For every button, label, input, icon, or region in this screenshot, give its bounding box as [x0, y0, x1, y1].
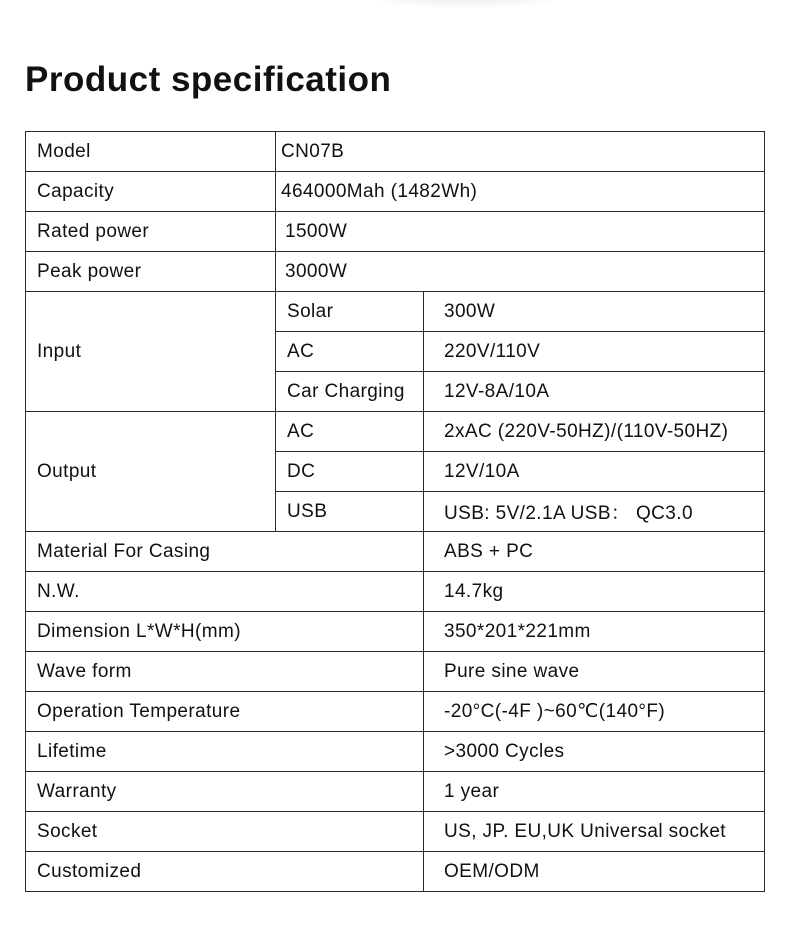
table-row-dimension: [26, 612, 765, 652]
table-row-wave-form: [26, 652, 765, 692]
table-row-operation-temperature: [26, 692, 765, 732]
input-ac-label: AC: [276, 332, 424, 372]
table-row-capacity: [26, 172, 765, 212]
socket-value: US, JP. EU,UK Universal socket: [424, 812, 765, 852]
table-row-customized: [26, 852, 765, 892]
top-shadow-decoration: [360, 0, 570, 8]
wave-form-value: Pure sine wave: [424, 652, 765, 692]
lifetime-value: >3000 Cycles: [424, 732, 765, 772]
customized-value: OEM/ODM: [424, 852, 765, 892]
wave-form-label: Wave form: [26, 652, 424, 692]
peak-power-label: Peak power: [26, 252, 276, 292]
table-row-output-ac: [26, 412, 765, 452]
warranty-label: Warranty: [26, 772, 424, 812]
customized-label: Customized: [26, 852, 424, 892]
lifetime-label: Lifetime: [26, 732, 424, 772]
capacity-label: Capacity: [26, 172, 276, 212]
warranty-value: 1 year: [424, 772, 765, 812]
input-label: Input: [26, 292, 276, 412]
table-row-lifetime: [26, 732, 765, 772]
nw-value: 14.7kg: [424, 572, 765, 612]
table-row-socket: [26, 812, 765, 852]
dimension-label: Dimension L*W*H(mm): [26, 612, 424, 652]
table-row-input-solar: [26, 292, 765, 332]
output-label: Output: [26, 412, 276, 532]
material-label: Material For Casing: [26, 532, 424, 572]
peak-power-value: 3000W: [276, 252, 765, 292]
operation-temperature-value: -20°C(-4F )~60℃(140°F): [424, 692, 765, 732]
output-dc-value: 12V/10A: [424, 452, 765, 492]
output-dc-label: DC: [276, 452, 424, 492]
operation-temperature-label: Operation Temperature: [26, 692, 424, 732]
socket-label: Socket: [26, 812, 424, 852]
input-solar-label: Solar: [276, 292, 424, 332]
material-value: ABS + PC: [424, 532, 765, 572]
table-row-warranty: [26, 772, 765, 812]
output-usb-value: USB: 5V/2.1A USB： QC3.0: [424, 492, 765, 532]
rated-power-value: 1500W: [276, 212, 765, 252]
output-usb-label: USB: [276, 492, 424, 532]
model-value: CN07B: [276, 132, 765, 172]
output-ac-label: AC: [276, 412, 424, 452]
model-label: Model: [26, 132, 276, 172]
nw-label: N.W.: [26, 572, 424, 612]
rated-power-label: Rated power: [26, 212, 276, 252]
input-car-charging-value: 12V-8A/10A: [424, 372, 765, 412]
table-row-peak-power: [26, 252, 765, 292]
input-solar-value: 300W: [424, 292, 765, 332]
table-row-material: [26, 532, 765, 572]
page-title: Product specification: [25, 60, 392, 99]
spec-table: [25, 131, 765, 892]
capacity-value: 464000Mah (1482Wh): [276, 172, 765, 212]
table-row-nw: [26, 572, 765, 612]
output-ac-value: 2xAC (220V-50HZ)/(110V-50HZ): [424, 412, 765, 452]
table-row-model: [26, 132, 765, 172]
table-row-rated-power: [26, 212, 765, 252]
dimension-value: 350*201*221mm: [424, 612, 765, 652]
input-car-charging-label: Car Charging: [276, 372, 424, 412]
input-ac-value: 220V/110V: [424, 332, 765, 372]
